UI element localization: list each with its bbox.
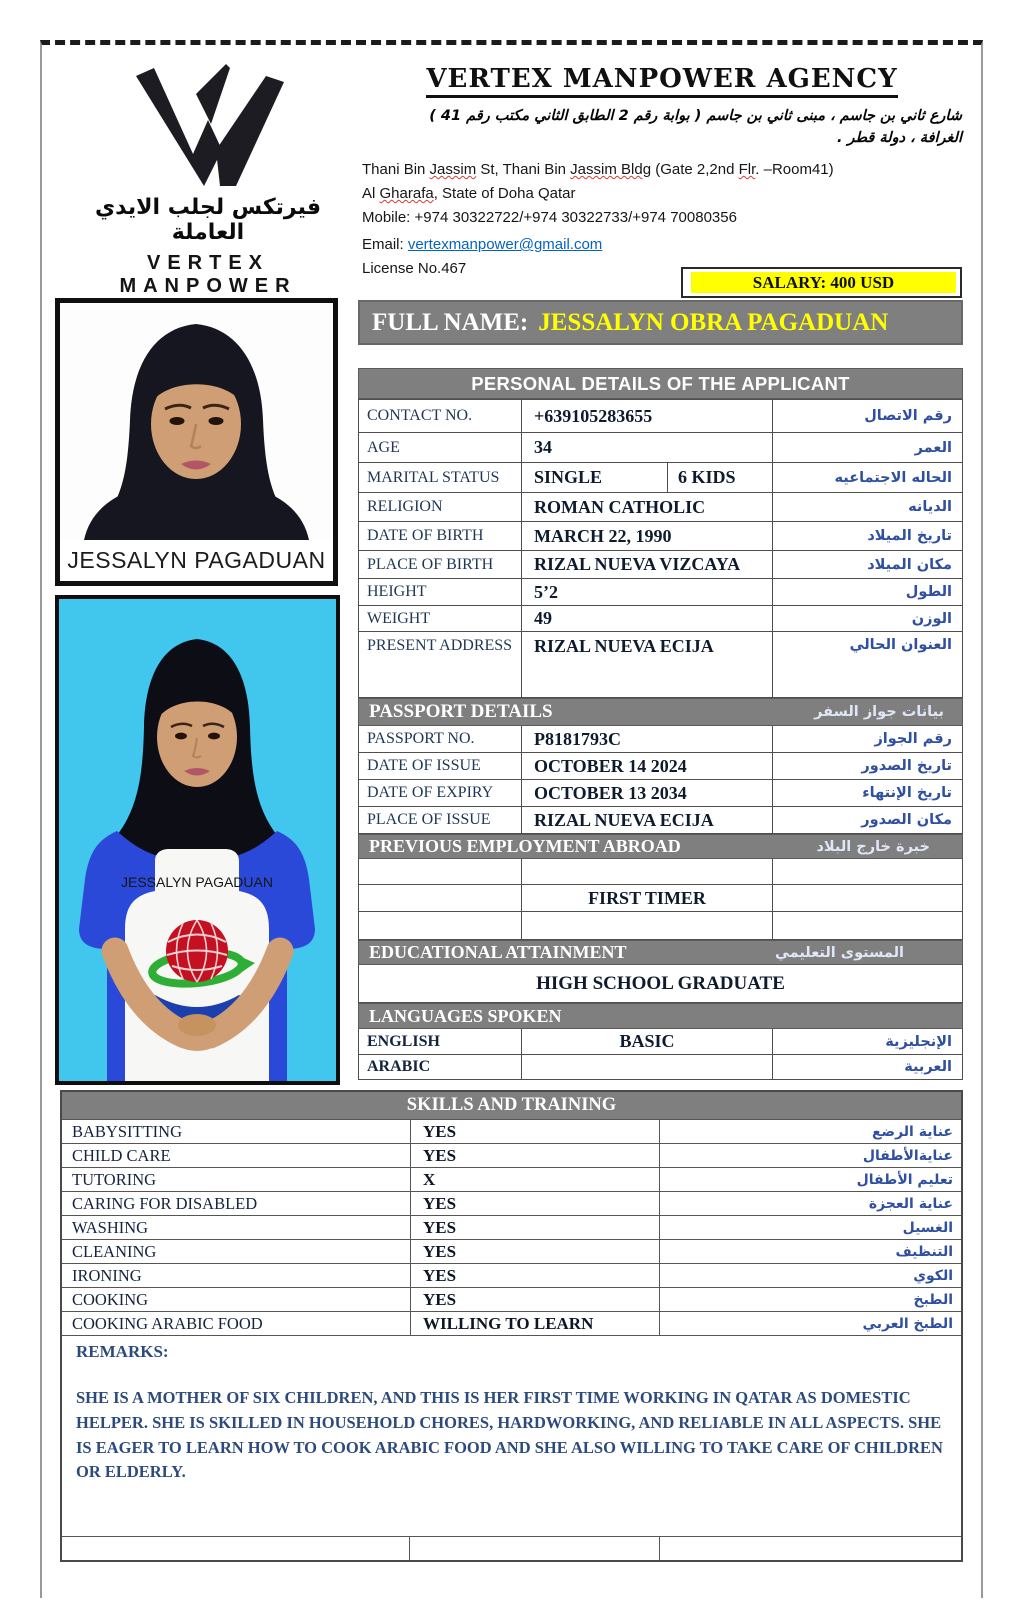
row-label: PLACE OF BIRTH xyxy=(367,555,494,573)
table-row-first-timer xyxy=(358,885,963,912)
skill-label: TUTORING xyxy=(72,1169,157,1189)
skill-value: YES xyxy=(410,1192,660,1215)
full-name-label: FULL NAME: xyxy=(372,308,529,336)
full-name-bar xyxy=(358,300,963,345)
row-label: WEIGHT xyxy=(367,609,431,627)
agency-address-arabic xyxy=(362,105,962,150)
row-label-arabic: الإنجليزية xyxy=(885,1033,952,1050)
table-row-date-of-expiry xyxy=(358,780,963,807)
table-row-tutoring xyxy=(62,1168,961,1192)
vertex-logo-w-icon xyxy=(108,58,308,190)
row-label: DATE OF ISSUE xyxy=(367,757,481,774)
table-row-ironing xyxy=(62,1264,961,1288)
row-value: RIZAL NUEVA ECIJA xyxy=(521,632,773,697)
row-value: RIZAL NUEVA VIZCAYA xyxy=(521,551,773,578)
addr1-seg: . –Room41) xyxy=(755,160,834,178)
skill-label-arabic: عناية الرضع xyxy=(871,1123,953,1140)
agency-address-arabic-line2: الغرافة ، دولة قطر . xyxy=(836,130,962,147)
agency-address-line1 xyxy=(362,158,962,182)
row-label: ENGLISH xyxy=(367,1032,440,1050)
addr1-seg: (Gate 2,2nd xyxy=(651,160,739,178)
row-label-arabic: مكان الصدور xyxy=(861,812,952,828)
applicant-headshot-photo xyxy=(55,298,338,586)
row-label-arabic: الديانه xyxy=(908,499,952,515)
row-label-arabic: الطول xyxy=(905,584,952,600)
previous-employment-header xyxy=(358,834,963,859)
remarks-label: REMARKS: xyxy=(76,1342,169,1361)
row-value: OCTOBER 13 2034 xyxy=(521,780,773,806)
languages-header: LANGUAGES SPOKEN xyxy=(358,1003,963,1029)
row-label-arabic: العنوان الحالي xyxy=(849,637,952,653)
addr1-seg: St, Thani Bin xyxy=(476,160,571,178)
row-label: MARITAL STATUS xyxy=(367,468,500,486)
table-row-caring-for-disabled xyxy=(62,1192,961,1216)
skill-label-arabic: عناية العجزة xyxy=(868,1195,953,1212)
table-row-english xyxy=(358,1029,963,1055)
skill-value: YES xyxy=(410,1216,660,1239)
agency-logo-block xyxy=(66,58,350,298)
row-label: DATE OF EXPIRY xyxy=(367,784,494,801)
agency-mobile: Mobile: +974 30322722/+974 30322733/+974 70080356 xyxy=(362,208,737,226)
agency-header xyxy=(362,64,962,281)
table-row-babysitting xyxy=(62,1120,961,1144)
row-label: RELIGION xyxy=(367,498,443,515)
row-value xyxy=(521,1055,773,1079)
row-label-arabic: الوزن xyxy=(911,610,952,627)
skill-label: CHILD CARE xyxy=(72,1145,171,1165)
applicant-fullbody-photo xyxy=(55,595,340,1085)
row-value xyxy=(521,859,773,884)
agency-logo-name: VERTEX MANPOWER xyxy=(119,252,297,297)
first-timer-value: FIRST TIMER xyxy=(521,885,773,911)
marital-status-value: SINGLE xyxy=(534,467,603,487)
addr1-seg-misspelled: Flr xyxy=(738,160,756,178)
row-label: DATE OF BIRTH xyxy=(367,527,484,544)
row-label: ARABIC xyxy=(367,1058,431,1075)
row-value: MARCH 22, 1990 xyxy=(521,522,773,550)
table-row-date-of-issue xyxy=(358,753,963,780)
footer-cell xyxy=(410,1537,660,1560)
agency-address-english xyxy=(362,158,962,281)
passport-header-text: PASSPORT DETAILS xyxy=(369,701,553,722)
agency-title xyxy=(362,64,962,94)
agency-address-arabic-line1: شارع ثاني بن جاسم ، مبنى ثاني بن جاسم ( بوابة رقم 2 الطابق الثاني مكتب رقم 41 ) xyxy=(429,108,962,124)
row-label-arabic: العمر xyxy=(914,439,952,456)
passport-details-header xyxy=(358,698,963,726)
addr1-seg: Thani Bin xyxy=(362,160,430,178)
skill-value: X xyxy=(410,1168,660,1191)
passport-header-arabic: بيانات جواز السفر xyxy=(814,704,944,720)
row-value: P8181793C xyxy=(521,726,773,752)
headshot-caption: JESSALYN PAGADUAN xyxy=(67,547,326,573)
table-row-present-address xyxy=(358,632,963,698)
skills-header: SKILLS AND TRAINING xyxy=(62,1092,961,1120)
row-value: BASIC xyxy=(521,1029,773,1054)
row-value: 5’2 xyxy=(521,579,773,605)
agency-license: License No.467 xyxy=(362,259,467,277)
table-row-empty xyxy=(358,859,963,885)
row-label-arabic: الحاله الاجتماعيه xyxy=(834,469,952,486)
fullbody-portrait-illustration xyxy=(59,599,336,1081)
row-label-arabic: العربية xyxy=(904,1059,952,1075)
row-label: HEIGHT xyxy=(367,583,427,600)
headshot-portrait-illustration xyxy=(60,303,333,540)
table-row-date-of-birth xyxy=(358,522,963,551)
email-label: Email: xyxy=(362,235,408,253)
skill-value: YES xyxy=(410,1288,660,1311)
row-value xyxy=(521,912,773,939)
table-row-age xyxy=(358,433,963,463)
skill-value: YES xyxy=(410,1144,660,1167)
agency-title-text: VERTEX MANPOWER AGENCY xyxy=(426,64,897,98)
education-value: HIGH SCHOOL GRADUATE xyxy=(358,965,963,1003)
agency-address-line2 xyxy=(362,182,962,206)
skill-label-arabic: الطبخ العربي xyxy=(862,1315,953,1332)
addr1-seg-misspelled: Jassim Bldg xyxy=(570,160,652,178)
table-row-height xyxy=(358,579,963,606)
footer-cell xyxy=(62,1537,410,1560)
previous-employment-header-text: PREVIOUS EMPLOYMENT ABROAD xyxy=(369,836,681,856)
table-row-place-of-birth xyxy=(358,551,963,579)
row-label: PLACE OF ISSUE xyxy=(367,811,491,828)
salary-box xyxy=(681,267,962,298)
table-row-weight xyxy=(358,606,963,632)
row-value: ROMAN CATHOLIC xyxy=(521,493,773,521)
row-label: PRESENT ADDRESS xyxy=(367,637,513,654)
row-value: OCTOBER 14 2024 xyxy=(521,753,773,779)
table-row-arabic-language xyxy=(358,1055,963,1080)
addr1-seg-misspelled: Jassim xyxy=(429,160,477,178)
education-header-arabic: المستوى التعليمي xyxy=(775,944,904,961)
table-row-contact xyxy=(358,399,963,433)
skill-label: CARING FOR DISABLED xyxy=(72,1193,258,1213)
row-label-arabic: مكان الميلاد xyxy=(867,556,952,573)
row-label: PASSPORT NO. xyxy=(367,730,475,747)
table-row-passport-no xyxy=(358,726,963,753)
table-row-washing xyxy=(62,1216,961,1240)
full-name-value: JESSALYN OBRA PAGADUAN xyxy=(538,308,889,336)
row-value: RIZAL NUEVA ECIJA xyxy=(521,807,773,833)
table-row-empty xyxy=(358,912,963,940)
addr2-seg: , State of Doha Qatar xyxy=(433,184,576,202)
skill-label-arabic: الكوي xyxy=(913,1267,953,1284)
addr2-seg-misspelled: Gharafa xyxy=(379,184,434,202)
table-footer-row xyxy=(62,1537,961,1560)
row-label-arabic: رقم الجواز xyxy=(874,731,952,747)
skill-value: WILLING TO LEARN xyxy=(410,1312,660,1335)
skill-label: IRONING xyxy=(72,1265,142,1285)
education-header xyxy=(358,940,963,965)
skill-label-arabic: الطبخ xyxy=(913,1291,953,1308)
row-label-arabic: تاريخ الصدور xyxy=(861,758,952,774)
skill-value: YES xyxy=(410,1120,660,1143)
row-value: +639105283655 xyxy=(521,400,773,432)
table-row-cleaning xyxy=(62,1240,961,1264)
skill-label-arabic: عنايةالأطفال xyxy=(862,1147,953,1164)
personal-details-header: PERSONAL DETAILS OF THE APPLICANT xyxy=(358,368,963,399)
skill-label-arabic: تعليم الأطفال xyxy=(856,1171,953,1188)
remarks-section xyxy=(62,1336,961,1537)
education-header-text: EDUCATIONAL ATTAINMENT xyxy=(369,942,627,962)
row-label-arabic: تاريخ الميلاد xyxy=(867,528,952,544)
table-row-child-care xyxy=(62,1144,961,1168)
addr2-seg: Al xyxy=(362,184,380,202)
salary-value: SALARY: 400 USD xyxy=(691,272,956,293)
table-row-place-of-issue xyxy=(358,807,963,834)
remarks-text: SHE IS A MOTHER OF SIX CHILDREN, AND THIS IS HER FIRST TIME WORKING IN QATAR AS DOMESTIC HELPER. SHE IS SKILLED IN HOUSEHOLD CHORES, HARDWORKING, AND RELIABLE IN ALL ASPECTS. SHE IS EAGER TO LEARN HOW TO COOK ARABIC FOOD AND SHE ALSO WILLING TO TAKE CARE OF CHILDREN OR ELDERLY. xyxy=(76,1388,943,1482)
skill-value: YES xyxy=(410,1264,660,1287)
row-label-arabic: رقم الاتصال xyxy=(864,408,952,424)
skill-label: BABYSITTING xyxy=(72,1121,182,1141)
applicant-details-panel xyxy=(358,368,963,1080)
kids-count-value: 6 KIDS xyxy=(667,463,772,492)
skill-label-arabic: التنظيف xyxy=(895,1243,953,1260)
row-label: AGE xyxy=(367,438,400,456)
skill-label-arabic: الغسيل xyxy=(902,1219,953,1236)
skill-label: COOKING ARABIC FOOD xyxy=(72,1313,263,1333)
table-row-cooking xyxy=(62,1288,961,1312)
table-row-cooking-arabic-food xyxy=(62,1312,961,1336)
agency-email-line xyxy=(362,233,962,257)
previous-employment-header-arabic: خبرة خارج البلاد xyxy=(816,838,930,855)
row-value: 34 xyxy=(521,433,773,462)
table-row-religion xyxy=(358,493,963,522)
row-value-group xyxy=(521,463,773,492)
skill-value: YES xyxy=(410,1240,660,1263)
email-link[interactable]: vertexmanpower@gmail.com xyxy=(407,235,603,253)
agency-logo-arabic: فيرتكس لجلب الايدي العاملة xyxy=(95,195,321,245)
skill-label: WASHING xyxy=(72,1217,149,1237)
table-row-marital-status xyxy=(358,463,963,493)
skill-label: CLEANING xyxy=(72,1241,157,1261)
footer-cell xyxy=(660,1537,961,1560)
row-label: CONTACT NO. xyxy=(367,407,473,424)
skill-label: COOKING xyxy=(72,1289,149,1309)
skills-training-table xyxy=(60,1090,963,1562)
row-value: 49 xyxy=(521,606,773,631)
row-label-arabic: تاريخ الإنتهاء xyxy=(862,785,952,801)
apron-name-text: JESSALYN PAGADUAN xyxy=(121,874,273,890)
